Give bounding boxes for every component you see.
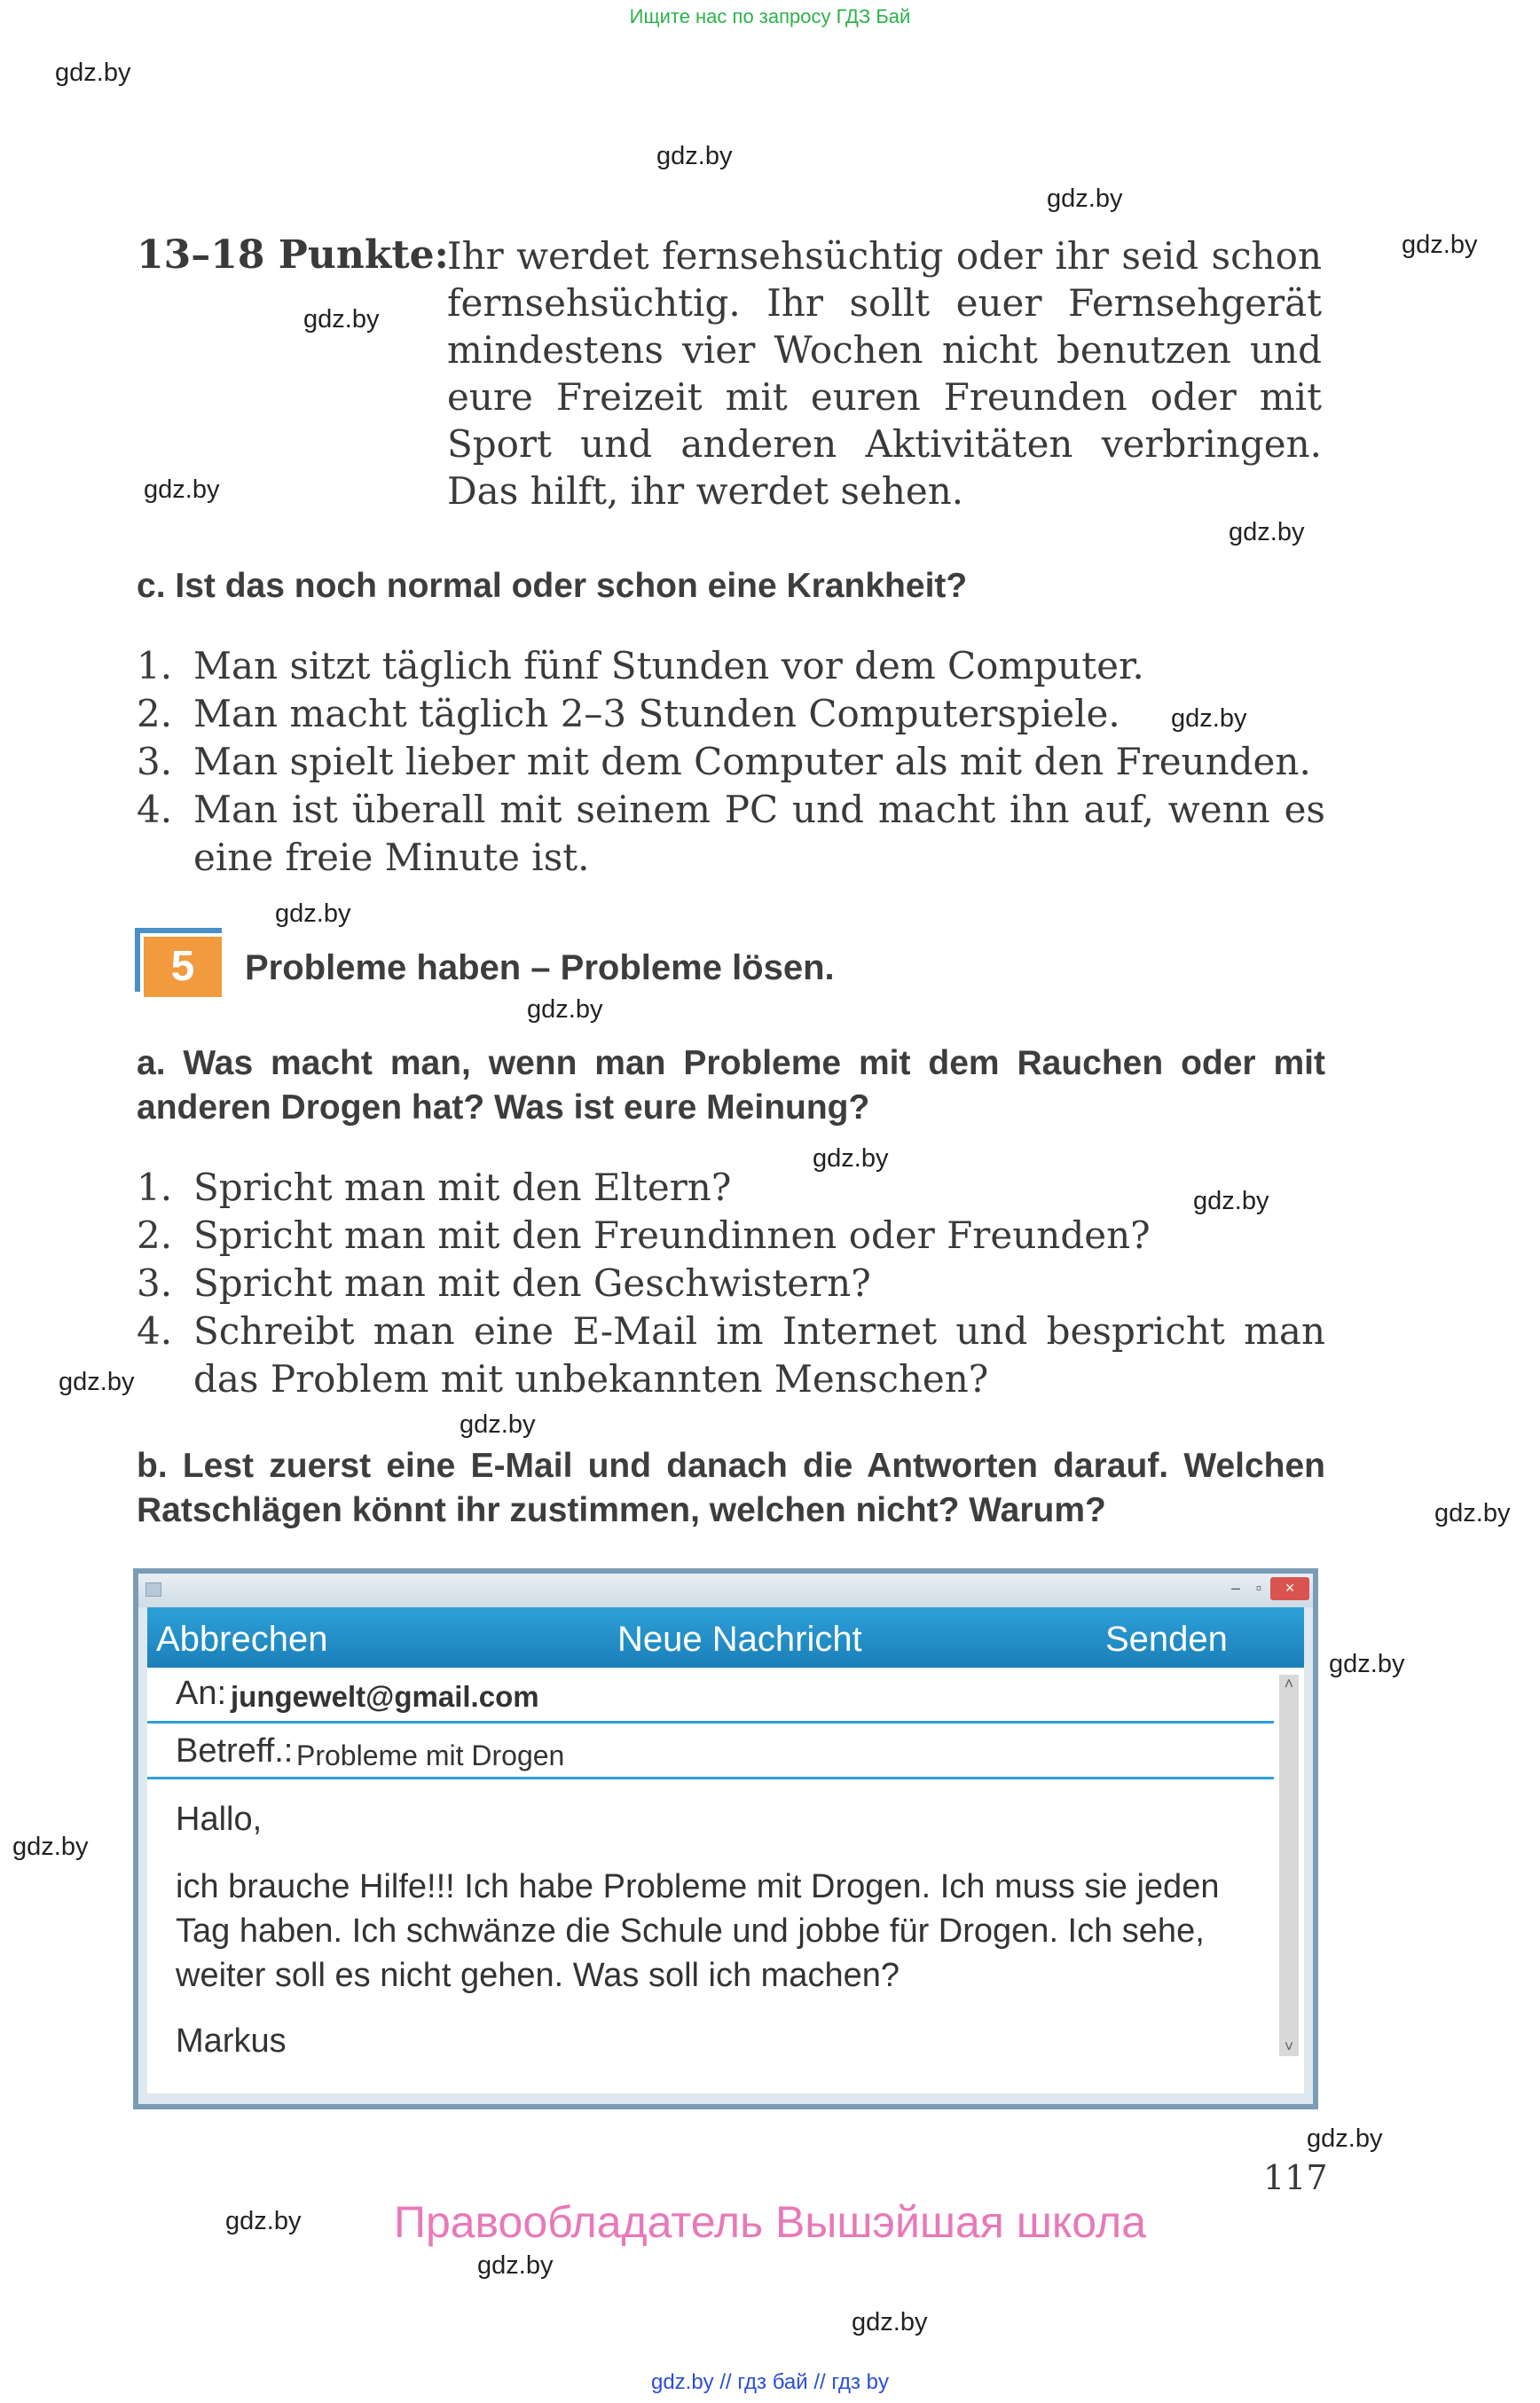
list-item: 1. Spricht man mit den Eltern? [137,1166,732,1209]
subject-value: Probleme mit Drogen [296,1739,565,1771]
watermark: gdz.by [225,2207,302,2235]
email-title: Neue Nachricht [617,1620,862,1659]
task-a-list [137,1164,1325,1403]
watermark: gdz.by [303,305,380,334]
watermark: gdz.by [460,1410,536,1439]
list-item: 3. Spricht man mit den Geschwistern? [137,1261,871,1305]
task-c-list [137,642,1325,882]
watermark: gdz.by [527,995,603,1024]
to-label: An: [176,1675,227,1712]
list-item: 2. Man macht täglich 2–3 Stunden Computerspiele. [137,692,1120,735]
watermark: gdz.by [1229,518,1305,546]
points-label: 13–18 Punkte: [137,232,449,278]
copyright-notice: Правообладатель Вышэйшая школа [394,2197,1146,2247]
watermark: gdz.by [1047,185,1123,213]
email-header-bar [147,1607,1304,1668]
scroll-down-icon[interactable]: ˅ [1284,2038,1294,2055]
watermark: gdz.by [1193,1187,1269,1215]
email-message: ich brauche Hilfe!!! Ich habe Probleme mit Drogen. Ich muss sie jeden Tag haben. Ich schwänze die Schule und jobbe für Drogen. Ich sehe, weiter soll es nicht gehen. Was soll ich machen? [176,1868,1220,1994]
task-a-heading: a. Was macht man, wenn man Probleme mit dem Rauchen oder mit anderen Drogen hat? Was ist eure Meinung? [137,1044,1325,1127]
top-banner: Ищите нас по запросу ГДЗ Бай [629,5,911,27]
watermark: gdz.by [656,142,733,170]
list-item: 3. Man spielt lieber mit dem Computer als mit den Freunden. [137,740,1311,783]
watermark: gdz.by [1434,1499,1511,1527]
task-b-heading: b. Lest zuerst eine E-Mail und danach die Antworten darauf. Welchen Ratschlägen könnt ihr zustimmen, welchen nicht? Warum? [137,1447,1325,1529]
list-item: 2. Spricht man mit den Freundinnen oder Freunden? [137,1213,1151,1257]
email-window [133,1568,1318,2109]
section-title: Probleme haben – Probleme lösen. [245,948,835,987]
page-number: 117 [1263,2158,1328,2197]
email-signature: Markus [176,2022,287,2060]
watermark: gdz.by [477,2251,554,2280]
app-icon [145,1582,161,1597]
watermark: gdz.by [59,1368,135,1396]
email-greeting: Hallo, [176,1801,263,1838]
watermark: gdz.by [55,59,131,87]
footer-links[interactable]: gdz.by // гдз бай // гдз by [650,2370,890,2394]
close-button[interactable]: × [1270,1577,1309,1600]
watermark: gdz.by [1171,704,1247,733]
scroll-up-icon[interactable]: ˄ [1284,1675,1294,1692]
points-text: Ihr werdet fernsehsüchtig oder ihr seid schon fernsehsüchtig. Ihr sollt euer Fernsehgerät mindestens vier Wochen nicht benutzen und eure Freizeit mit euren Freunden oder mit Sport und anderen Aktivitäten verbringen. Das hilft, ihr werdet sehen. [447,234,1322,513]
list-item: 4. Man ist überall mit seinem PC und macht ihn auf, wenn es eine freie Minute ist. [137,788,1325,879]
watermark: gdz.by [1307,2124,1383,2153]
list-item: 4. Schreibt man eine E-Mail im Internet und bespricht man das Problem mit unbekannten Menschen? [137,1309,1325,1401]
to-field[interactable] [147,1668,1274,1724]
send-button[interactable]: Senden [1105,1620,1228,1659]
cancel-button[interactable]: Abbrechen [156,1620,328,1659]
watermark: gdz.by [1329,1650,1405,1678]
window-titlebar [138,1574,1313,1607]
watermark: gdz.by [144,475,220,504]
minimize-button[interactable]: – [1230,1579,1240,1597]
watermark: gdz.by [12,1833,89,1861]
list-item: 1. Man sitzt täglich fünf Stunden vor dem Computer. [137,644,1144,687]
task-c-heading: c. Ist das noch normal oder schon eine Krankheit? [137,567,968,605]
section-number-badge: 5 [144,937,222,997]
watermark: gdz.by [1402,231,1478,259]
email-body [147,1668,1304,2093]
subject-label: Betreff.: [176,1732,294,1770]
maximize-button[interactable]: ▫ [1255,1579,1262,1597]
watermark: gdz.by [275,899,351,928]
scrollbar[interactable] [1279,1675,1299,2056]
watermark: gdz.by [852,2308,928,2336]
to-value: jungewelt@gmail.com [231,1680,539,1713]
subject-field[interactable] [147,1724,1274,1779]
watermark: gdz.by [813,1144,889,1173]
